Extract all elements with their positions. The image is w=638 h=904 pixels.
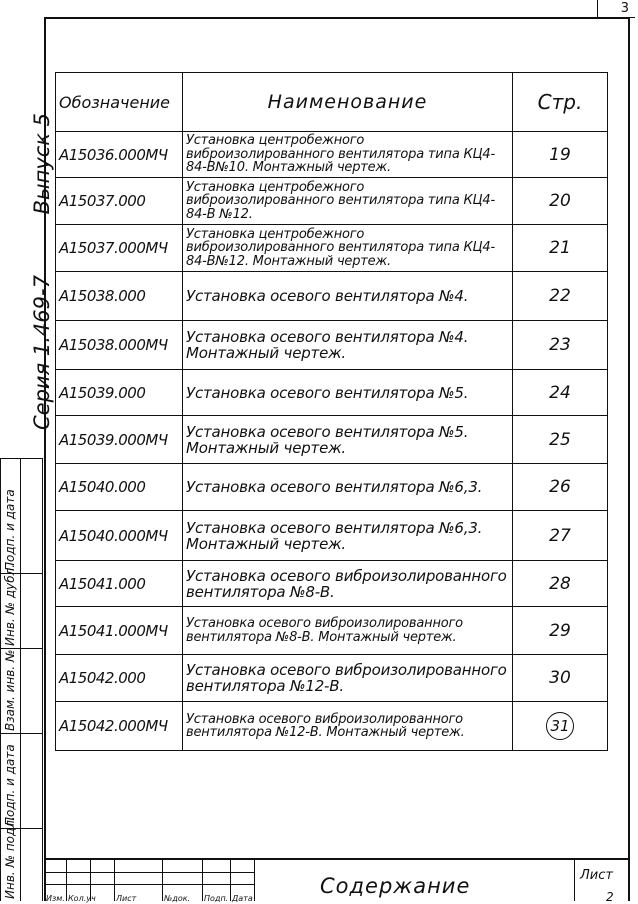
stamp-label: Подп. и дата [3, 489, 17, 571]
row-code: А15040.000МЧ [56, 511, 183, 561]
row-code: А15036.000МЧ [56, 132, 183, 178]
row-name: Установка осевого вентилятора №5. Монтажный чертеж. [183, 416, 513, 464]
stamp-cell [0, 648, 42, 733]
row-name: Установка осевого виброизолированного вентилятора №12-В. Монтажный чертеж. [183, 702, 513, 751]
row-name: Установка осевого виброизолированного вентилятора №8-В. [183, 561, 513, 607]
sheet-label: Лист [580, 868, 613, 883]
row-code: А15037.000МЧ [56, 225, 183, 272]
row-page: 21 [513, 225, 608, 272]
stamp-label: Взам. инв. № [3, 649, 17, 731]
table-row [56, 272, 608, 321]
tb-col-label: №док. [164, 894, 191, 903]
circled-page-number: 31 [546, 712, 574, 740]
document-title: Содержание [320, 874, 471, 898]
table-row [56, 511, 608, 561]
table-row [56, 178, 608, 225]
table-row [56, 702, 608, 751]
row-name: Установка центробежного виброизолированного вентилятора типа КЦ4-84-В№12. Монтажный чертеж. [183, 225, 513, 272]
table-row [56, 225, 608, 272]
row-code: А15039.000 [56, 370, 183, 416]
header-name: Наименование [183, 73, 513, 132]
table-row [56, 132, 608, 178]
row-name: Установка осевого вентилятора №4. [183, 272, 513, 321]
row-code: А15041.000МЧ [56, 607, 183, 655]
side-stamp-strip [0, 458, 42, 901]
table-row [56, 464, 608, 511]
table-header-row [56, 73, 608, 132]
row-page: 26 [513, 464, 608, 511]
table-row [56, 561, 608, 607]
header-code: Обозначение [56, 73, 183, 132]
tb-col-label: Дата [232, 894, 253, 903]
row-page: 24 [513, 370, 608, 416]
series-text: Серия 1.469-7 [30, 275, 54, 430]
row-page: 29 [513, 607, 608, 655]
page-number: 3 [620, 1, 629, 16]
table-row [56, 607, 608, 655]
title-block [44, 858, 630, 904]
row-code: А15042.000МЧ [56, 702, 183, 751]
table-row [56, 655, 608, 702]
tb-col-label: Изм. [46, 894, 65, 903]
table-row [56, 370, 608, 416]
row-page: 27 [513, 511, 608, 561]
row-page: 23 [513, 321, 608, 370]
tb-col-label: Подп. [204, 894, 229, 903]
row-name: Установка осевого вентилятора №6,3. [183, 464, 513, 511]
stamp-label: Инв. № подл. [3, 816, 17, 899]
page-number-box [597, 0, 635, 18]
stamp-label: Инв. № дубл. [3, 563, 17, 646]
row-page: 30 [513, 655, 608, 702]
row-code: А15039.000МЧ [56, 416, 183, 464]
tb-col-label: Кол.уч [68, 894, 96, 903]
row-name: Установка осевого вентилятора №6,3. Монтажный чертеж. [183, 511, 513, 561]
row-page: 28 [513, 561, 608, 607]
row-name: Установка осевого вентилятора №4. Монтажный чертеж. [183, 321, 513, 370]
row-name: Установка осевого вентилятора №5. [183, 370, 513, 416]
row-code: А15038.000МЧ [56, 321, 183, 370]
table-row [56, 416, 608, 464]
row-code: А15037.000 [56, 178, 183, 225]
row-code: А15040.000 [56, 464, 183, 511]
stamp-label: Подп. и дата [3, 744, 17, 826]
stamp-cell [0, 458, 42, 573]
header-page: Стр. [513, 73, 608, 132]
stamp-cell [0, 733, 42, 828]
row-page: 20 [513, 178, 608, 225]
issue-text: Выпуск 5 [30, 112, 54, 215]
row-name: Установка центробежного виброизолированного вентилятора типа КЦ4-84-В№10. Монтажный чертеж. [183, 132, 513, 178]
row-page: 25 [513, 416, 608, 464]
contents-table [55, 72, 608, 751]
row-code: А15042.000 [56, 655, 183, 702]
row-code: А15038.000 [56, 272, 183, 321]
row-page: 22 [513, 272, 608, 321]
row-name: Установка центробежного виброизолированного вентилятора типа КЦ4-84-В №12. [183, 178, 513, 225]
sheet-number: 2 [606, 890, 614, 904]
row-code: А15041.000 [56, 561, 183, 607]
row-page [513, 702, 608, 751]
row-page: 19 [513, 132, 608, 178]
tb-col-label: Лист [116, 894, 137, 903]
row-name: Установка осевого виброизолированного вентилятора №8-В. Монтажный чертеж. [183, 607, 513, 655]
stamp-cell [0, 563, 42, 648]
table-row [56, 321, 608, 370]
row-name: Установка осевого виброизолированного вентилятора №12-В. [183, 655, 513, 702]
stamp-cell [0, 816, 42, 901]
series-label [30, 113, 54, 430]
